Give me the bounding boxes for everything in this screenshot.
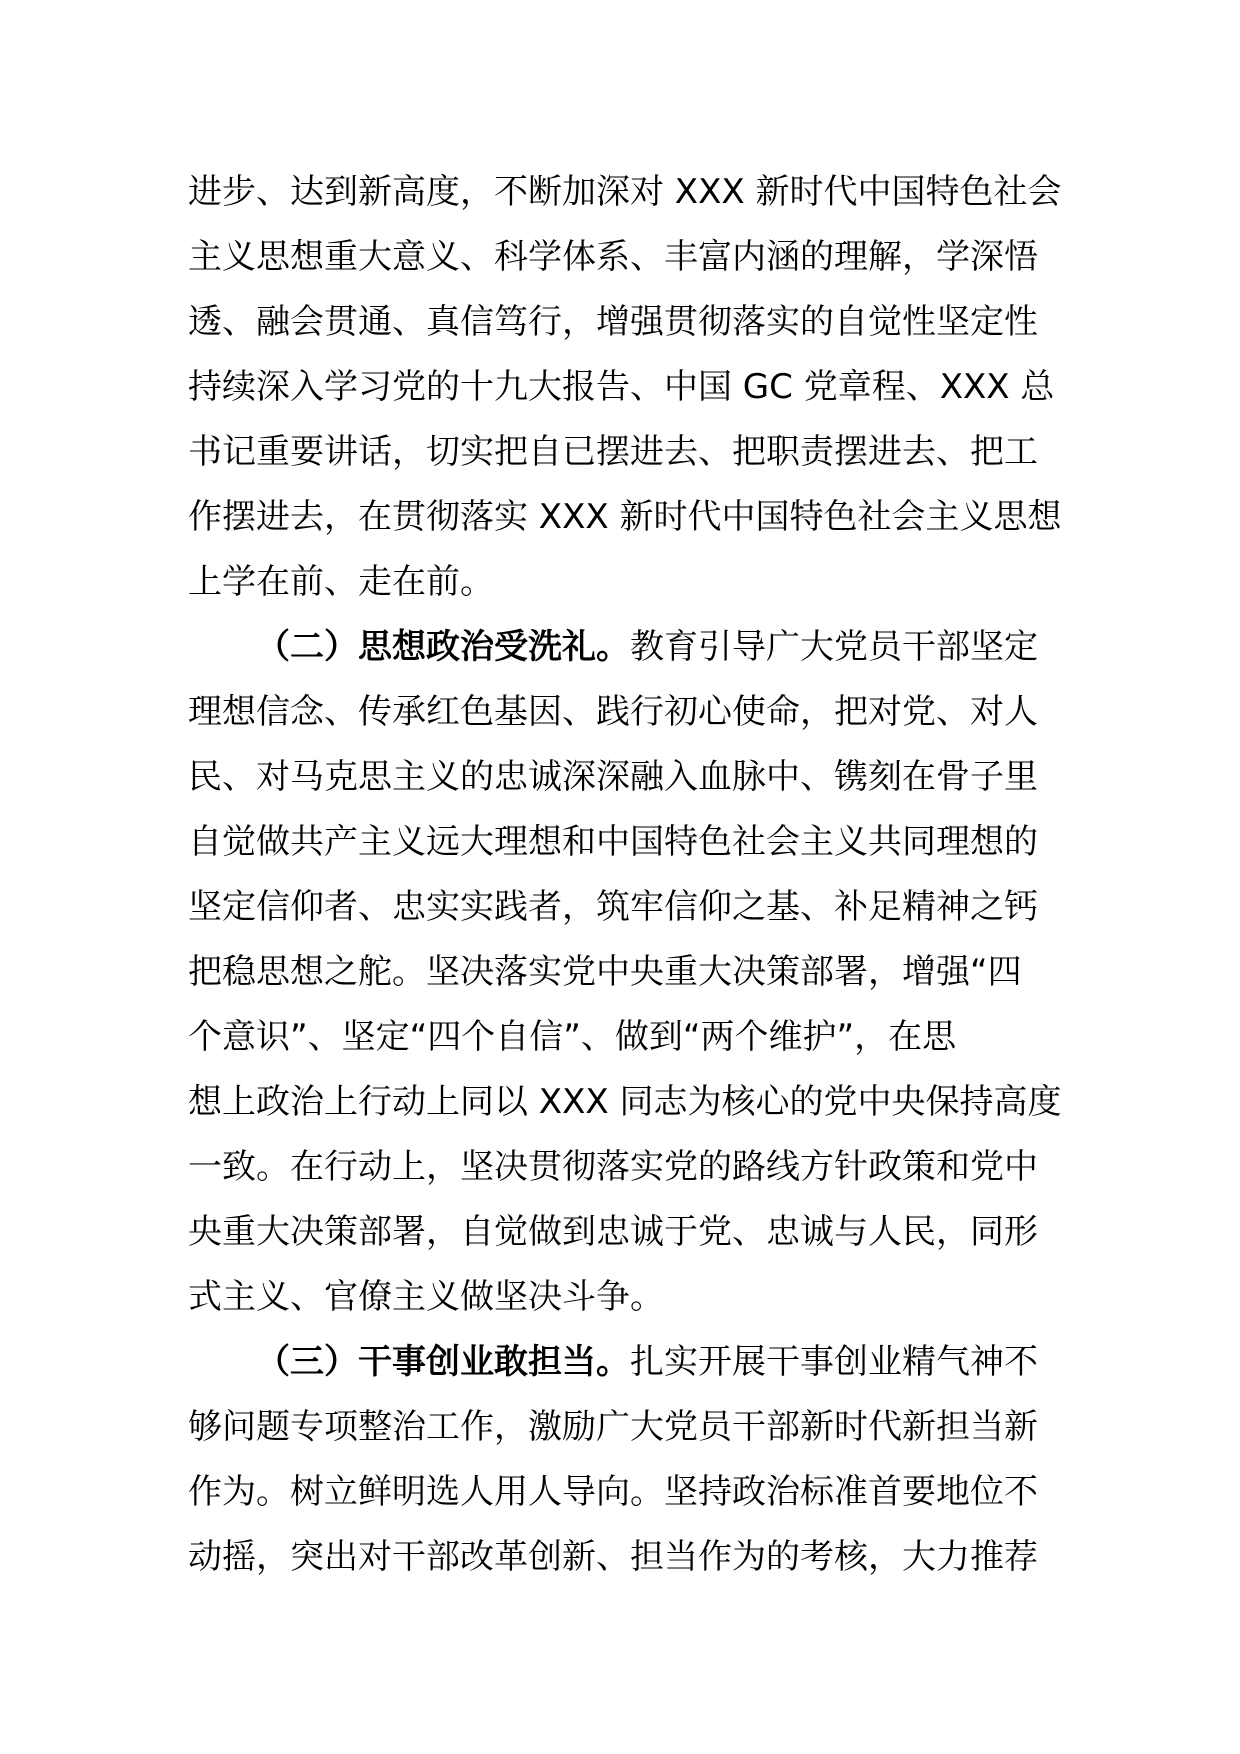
text-line: 式主义、官僚主义做坚决斗争。 [188, 1277, 664, 1317]
text-line: 主义思想重大意义、科学体系、丰富内涵的理解，学深悟 [188, 237, 1038, 277]
text-line: 理想信念、传承红色基因、践行初心使命，把对党、对人 [188, 692, 1038, 732]
text-line: 民、对马克思主义的忠诚深深融入血脉中、镌刻在骨子里 [188, 757, 1038, 797]
document-body [188, 160, 1062, 1590]
text-line: 进步、达到新高度，不断加深对 XXX 新时代中国特色社会 [188, 172, 1062, 212]
text-line: 动摇，突出对干部改革创新、担当作为的考核，大力推荐 [188, 1537, 1038, 1577]
text-line: 作为。树立鲜明选人用人导向。坚持政治标准首要地位不 [188, 1472, 1038, 1512]
section-2-heading: （二）思想政治受洗礼。 [256, 627, 630, 667]
text-line: 作摆进去，在贯彻落实 XXX 新时代中国特色社会主义思想 [188, 497, 1062, 537]
text-line: 上学在前、走在前。 [188, 562, 494, 602]
text-line: 想上政治上行动上同以 XXX 同志为核心的党中央保持高度 [188, 1082, 1062, 1122]
section-2-first-line-text: 教育引导广大党员干部坚定 [630, 627, 1038, 667]
section-3-heading: （三）干事创业敢担当。 [256, 1342, 630, 1382]
text-line: 央重大决策部署，自觉做到忠诚于党、忠诚与人民，同形 [188, 1212, 1038, 1252]
text-line: 一致。在行动上，坚决贯彻落实党的路线方针政策和党中 [188, 1147, 1038, 1187]
text-line: 坚定信仰者、忠实实践者，筑牢信仰之基、补足精神之钙 [188, 887, 1038, 927]
text-line: 个意识”、坚定“四个自信”、做到“两个维护”，在思 [188, 1017, 957, 1057]
section-3-first-line-text: 扎实开展干事创业精气神不 [630, 1342, 1038, 1382]
text-line: 书记重要讲话，切实把自已摆进去、把职责摆进去、把工 [188, 432, 1038, 472]
text-line: 透、融会贯通、真信笃行，增强贯彻落实的自觉性坚定性 [188, 302, 1038, 342]
section-2-first-line [188, 615, 1058, 680]
text-line: 够问题专项整治工作，激励广大党员干部新时代新担当新 [188, 1407, 1038, 1447]
text-line: 持续深入学习党的十九大报告、中国 GC 党章程、XXX 总 [188, 367, 1055, 407]
text-line: 自觉做共产主义远大理想和中国特色社会主义共同理想的 [188, 822, 1038, 862]
text-line: 把稳思想之舵。坚决落实党中央重大决策部署，增强“四 [188, 952, 1022, 992]
section-3-first-line [188, 1330, 1058, 1395]
